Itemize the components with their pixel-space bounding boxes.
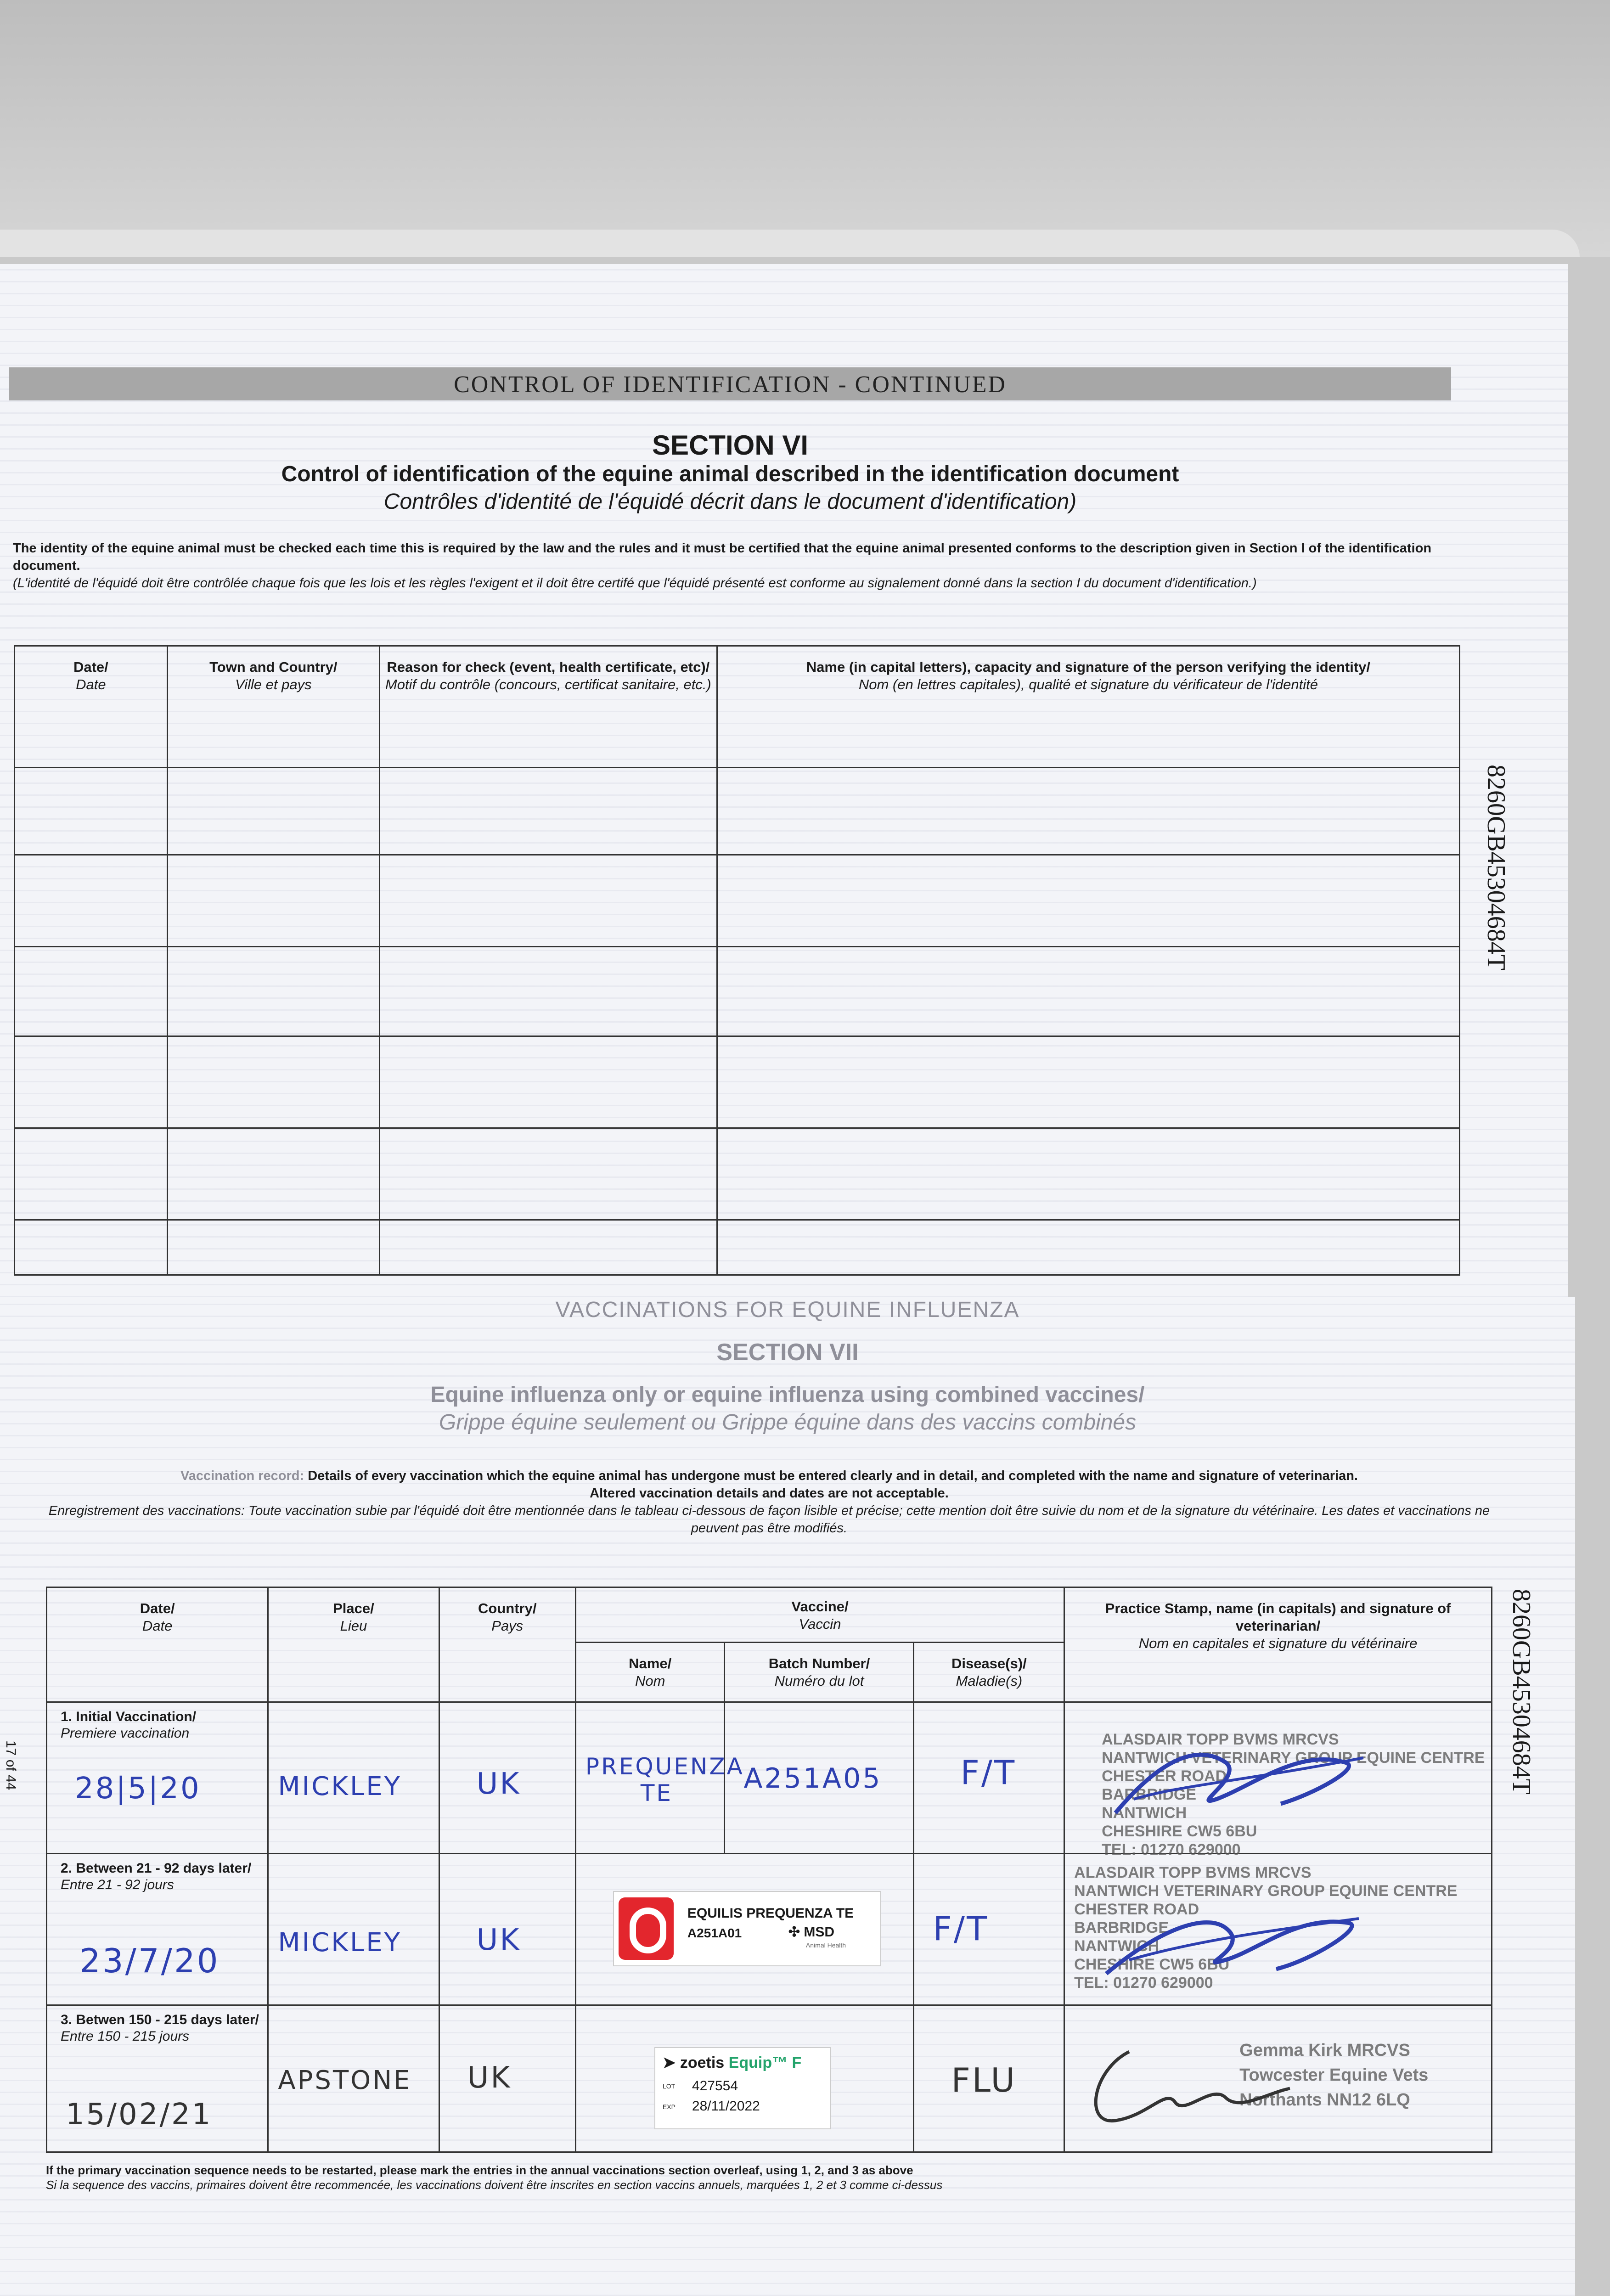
col-vaccine-name: Name/ Nom <box>575 1643 725 1702</box>
table-row <box>15 855 1460 947</box>
lower-band-title: VACCINATIONS FOR EQUINE INFLUENZA <box>555 1298 1020 1322</box>
vaccination-table <box>46 1587 1492 2153</box>
row1-date: 28|5|20 <box>75 1772 201 1806</box>
col-reason: Reason for check (event, health certificate, etc)/ Motif du contrôle (concours, certificat sanitaire, etc.) <box>379 646 717 768</box>
upper-title-en: Control of identification of the equine animal described in the identification document <box>281 462 1179 486</box>
row1-place: MICKLEY <box>278 1772 402 1801</box>
lower-note-fr: Enregistrement des vaccinations: Toute vaccination subie par l'équidé doit être mentionnée dans le tableau ci-dessous de façon lisible et précise; cette mention doit être suivie du nom et de la signature du vétérinaire. Les dates et vaccinations ne peuvent pas être modifiés. <box>48 1503 1490 1536</box>
row2-date: 23/7/20 <box>79 1941 220 1980</box>
col-town: Town and Country/ Ville et pays <box>167 646 379 768</box>
row1-country: UK <box>476 1767 521 1801</box>
lower-section-title: SECTION VII <box>716 1339 859 1366</box>
row3-date: 15/02/21 <box>66 2098 213 2132</box>
row3-label-lot: 427554 <box>692 2078 738 2093</box>
row2-disease: F/T <box>933 1909 989 1948</box>
col-date: Date/ Date <box>15 646 168 768</box>
upper-section-title: SECTION VI <box>652 430 809 461</box>
lower-note-en: Details of every vaccination which the equine animal has undergone must be entered clearly and in detail, and completed with the name and signature of veterinarian. <box>308 1469 1358 1483</box>
table-row <box>15 947 1460 1036</box>
row3-label-brand: ➤ zoetis Equip™ F <box>662 2054 802 2071</box>
lower-title-en: Equine influenza only or equine influenza using combined vaccines/ <box>430 1383 1145 1407</box>
row3-stamp-cell <box>1064 2005 1492 2152</box>
upper-title-fr: Contrôles d'identité de l'équidé décrit dans le document d'identification) <box>383 490 1077 514</box>
row2-label-product: EQUILIS PREQUENZA TE <box>687 1906 854 1921</box>
col-practice-stamp: Practice Stamp, name (in capitals) and signature of veterinarian/ Nom en capitales et signature du vétérinaire <box>1064 1587 1492 1702</box>
lower-note-lead: Vaccination record: <box>180 1469 304 1483</box>
row2-vaccine-label-cell <box>575 1854 914 2005</box>
row3-label-exp-key: EXP <box>662 2103 676 2110</box>
row3-stamp: Gemma Kirk MRCVS Towcester Equine Vets Northants NN12 6LQ <box>1239 2041 1429 2110</box>
upper-side-code: 8260GB45304684T <box>1482 765 1510 970</box>
table-row <box>47 1702 1492 1854</box>
table-row <box>15 1128 1460 1220</box>
lower-side-code: 8260GB45304684T <box>1507 1589 1536 1795</box>
lower-footer <box>46 2163 1492 2192</box>
row1-signature <box>1106 1730 1382 1831</box>
upper-band-title: CONTROL OF IDENTIFICATION - CONTINUED <box>454 371 1007 398</box>
row2-stamp-cell <box>1064 1854 1492 2005</box>
footer-fr: Si la sequence des vaccins, primaires doivent être recommencée, les vaccinations doivent être inscrites en section vaccins annuels, marquées 1, 2 et 3 comme ci-dessus <box>46 2178 943 2192</box>
passport-cover-edge <box>0 230 1580 257</box>
row3-label-exp: 28/11/2022 <box>692 2099 760 2114</box>
row3-disease: FLU <box>951 2061 1017 2099</box>
row1-date-cell: 1. Initial Vaccination/ Premiere vaccination 28|5|20 <box>47 1702 268 1854</box>
col-vaccine: Vaccine/ Vaccin <box>575 1587 1064 1643</box>
upper-note <box>13 540 1446 592</box>
row2-place: MICKLEY <box>278 1928 402 1958</box>
col-disease: Disease(s)/ Maladie(s) <box>914 1643 1064 1702</box>
row3-signature <box>1074 2033 1295 2139</box>
row1-disease: F/T <box>960 1753 1017 1792</box>
col-verifier: Name (in capital letters), capacity and signature of the person verifying the identity/ Nom (en lettres capitales), qualité et signature du vérificateur de l'identité <box>717 646 1459 768</box>
row3-vaccine-label <box>654 2047 831 2129</box>
table-row <box>15 768 1460 855</box>
row1-stamp: ALASDAIR TOPP BVMS MRCVS NANTWICH VETERINARY GROUP EQUINE CENTRE CHESTER ROAD BARBRIDGE NANTWICH CHESHIRE CW5 6BU TEL: 01270 629000 <box>1102 1731 1485 1858</box>
table-row <box>15 1036 1460 1128</box>
row2-stamp: ALASDAIR TOPP BVMS MRCVS NANTWICH VETERINARY GROUP EQUINE CENTRE CHESTER ROAD BARBRIDGE NANTWICH CHESHIRE CW5 6BU TEL: 01270 629000 <box>1074 1864 1458 1992</box>
col-batch: Batch Number/ Numéro du lot <box>725 1643 914 1702</box>
col-date: Date/ Date <box>47 1587 268 1702</box>
col-place: Place/ Lieu <box>268 1587 439 1702</box>
lower-title-fr: Grippe équine seulement ou Grippe équine dans des vaccins combinés <box>439 1410 1137 1435</box>
row1-stamp-cell <box>1064 1702 1492 1858</box>
lower-note-en2: Altered vaccination details and dates are not acceptable. <box>590 1486 949 1501</box>
table-row <box>15 1220 1460 1275</box>
page-counter: 17 of 44 <box>3 1740 18 1790</box>
row3-label-lot-key: LOT <box>662 2082 676 2090</box>
upper-note-en: The identity of the equine animal must be checked each time this is required by the law and the rules and it must be certified that the equine animal presented conforms to the description given in Section I of the identification document. <box>13 541 1432 573</box>
table-row <box>47 2005 1492 2152</box>
row1-batch: A251A05 <box>743 1762 882 1795</box>
upper-note-fr: (L'identité de l'équidé doit être contrôlée chaque fois que les lois et les règles l'exigent et il doit être certifé que l'équidé présenté est conforme au signalement donné dans la section I du document d'identification.) <box>13 576 1257 591</box>
scanner-background <box>0 0 1610 257</box>
row2-date-cell: 2. Between 21 - 92 days later/ Entre 21 - 92 jours 23/7/20 <box>47 1854 268 2005</box>
row3-country: UK <box>467 2061 512 2095</box>
col-country: Country/ Pays <box>439 1587 575 1702</box>
row3-vaccine-label-cell <box>575 2005 914 2152</box>
identity-check-table <box>14 645 1460 1276</box>
row2-label-brand: ✣ MSD <box>788 1925 835 1940</box>
q-logo <box>619 1897 674 1960</box>
row3-date-cell: 3. Betwen 150 - 215 days later/ Entre 150 - 215 jours 15/02/21 <box>47 2005 268 2152</box>
footer-en: If the primary vaccination sequence needs to be restarted, please mark the entries in the annual vaccinations section overleaf, using 1, 2, and 3 as above <box>46 2163 913 2177</box>
row2-signature <box>1092 1882 1368 1992</box>
table-row <box>47 1854 1492 2005</box>
lower-note <box>46 1467 1492 1537</box>
row3-place: APSTONE <box>278 2065 412 2095</box>
row1-vaccine-name: PREQUENZA TE <box>585 1753 744 1806</box>
row2-label-brand-sub: Animal Health <box>805 1941 846 1949</box>
row2-country: UK <box>476 1923 521 1957</box>
row2-label-batch: A251A01 <box>687 1926 742 1940</box>
row2-vaccine-label <box>613 1891 881 1966</box>
